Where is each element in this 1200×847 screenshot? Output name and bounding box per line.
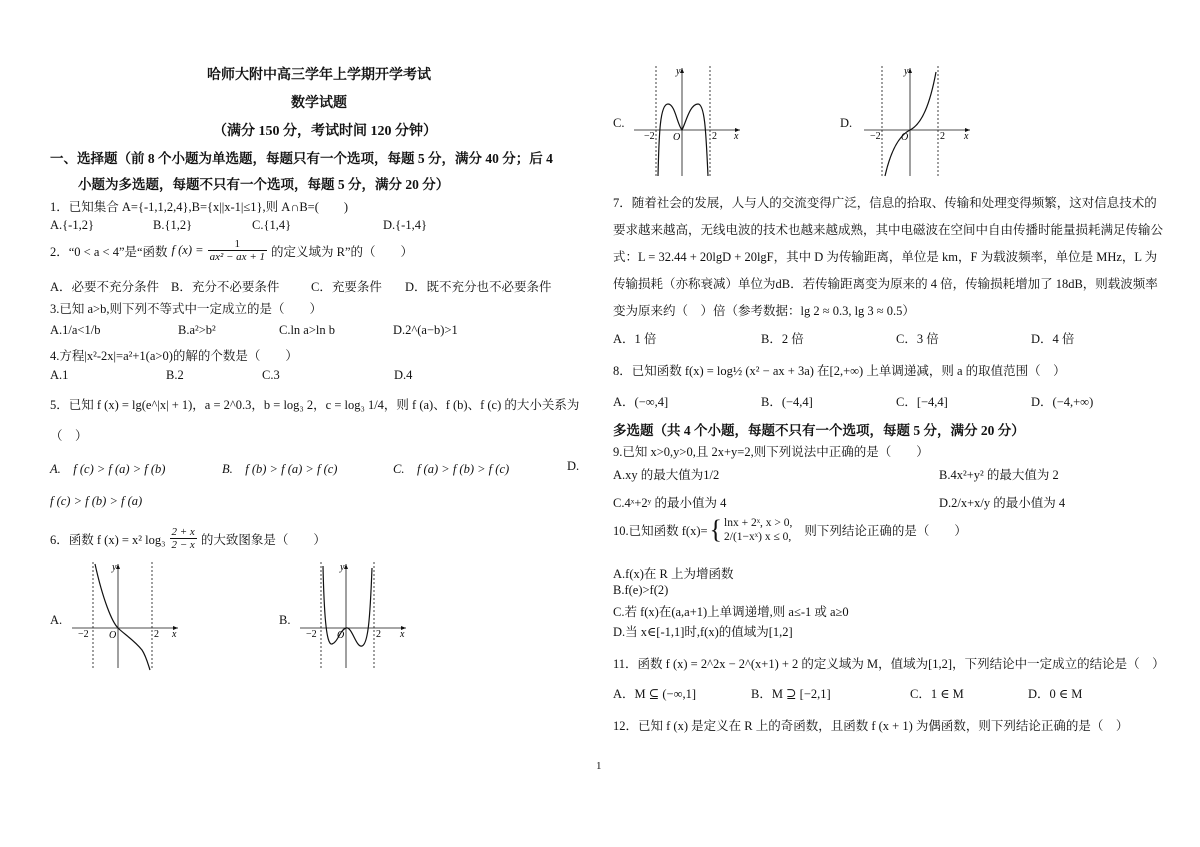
q9-opt-a: A.xy 的最大值为1/2	[613, 468, 720, 482]
q2-opt-c: C．充要条件	[311, 280, 382, 294]
q10-cases	[724, 516, 792, 544]
q2-opt-a: A．必要不充分条件	[50, 280, 160, 294]
q7-line2: 要求越来越高，无线电波的技术也越来越成熟，其中电磁波在空间中自由传播时能量损耗满足传输公	[613, 223, 1164, 237]
exam-info: （满分 150 分，考试时间 120 分钟）	[213, 124, 437, 139]
q6d-origin: O	[901, 132, 909, 143]
q9-opt-c: C.4ˣ+2ʸ 的最小值为 4	[613, 496, 727, 510]
section2-heading: 多选题（共 4 个小题，每题不只有一个选项，每题 5 分，满分 20 分）	[613, 423, 1025, 438]
q6-frac-num: 2 + x	[171, 526, 195, 538]
q2-opt-b: B．充分不必要条件	[171, 280, 280, 294]
q11-opt-d: D．0 ∈ M	[1028, 687, 1083, 701]
q6-label-d: D.	[840, 116, 853, 130]
q10-pre: 10.已知函数 f(x)=	[613, 524, 708, 538]
q10-opt-d: D.当 x∈[-1,1]时,f(x)的值域为[1,2]	[613, 625, 793, 639]
q6d-pos2: 2	[940, 131, 945, 142]
q4-stem: 4.方程|x²-2x|=a²+1(a>0)的解的个数是（ ）	[50, 349, 298, 363]
q6a-origin: O	[109, 630, 117, 641]
q3-stem: 3.已知 a>b,则下列不等式中一定成立的是（ ）	[50, 302, 322, 316]
q5-opt-d: D.	[567, 459, 580, 473]
q3-opt-d: D.2^(a−b)>1	[393, 323, 458, 337]
q8-opt-d: D．(−4,+∞)	[1031, 395, 1094, 409]
q6b-pos2: 2	[376, 629, 381, 640]
q9-opt-b: B.4x²+y² 的最大值为 2	[939, 468, 1059, 482]
q10-post: 则下列结论正确的是（ ）	[804, 524, 967, 538]
q6-post: 的大致图象是（ ）	[200, 532, 326, 547]
q1-opt-b: B.{1,2}	[153, 218, 193, 232]
q6d-axis-y: y	[904, 66, 909, 77]
q9-stem: 9.已知 x>0,y>0,且 2x+y=2,则下列说法中正确的是（ ）	[613, 445, 929, 459]
q6-stem	[50, 526, 326, 551]
q6b-neg2: −2	[306, 629, 317, 640]
q10-case2: 2/(1−xˣ) x ≤ 0,	[724, 531, 792, 543]
q10-opt-b: B.f(e)>f(2)	[613, 583, 669, 597]
q6a-axis-y: y	[112, 562, 117, 573]
q3-opt-b: B.a²>b²	[178, 323, 216, 337]
q4-opt-a: A.1	[50, 368, 69, 382]
q6c-axis-x: x	[734, 131, 739, 142]
q2-fx: f (x) =	[171, 243, 204, 257]
q7-opt-a: A．1 倍	[613, 332, 657, 346]
q6c-origin: O	[673, 132, 681, 143]
q5-stem: 5．已知 f (x) = lg(e^|x| + 1)，a = 2^0.3，b = log₃ 2，c = log₃ 1/4，则 f (a)、f (b)、f (c) 的大小关系为	[50, 398, 580, 412]
q6-label-b: B.	[279, 613, 291, 627]
q10-brace-icon: {	[709, 515, 723, 544]
q4-opt-b: B.2	[166, 368, 184, 382]
q10-stem	[613, 516, 967, 544]
q11-opt-a: A．M ⊆ (−∞,1]	[613, 687, 697, 701]
q11-stem: 11．函数 f (x) = 2^2x − 2^(x+1) + 2 的定义域为 M，值域为[1,2]，下列结论中一定成立的结论是（ ）	[613, 657, 1165, 671]
q2-frac-den: ax² − ax + 1	[209, 251, 265, 263]
q12-stem: 12．已知 f (x) 是定义在 R 上的奇函数，且函数 f (x + 1) 为偶函数，则下列结论正确的是（ ）	[613, 719, 1129, 733]
section1-heading-line2: 小题为多选题，每题不只有一个选项，每题 5 分，满分 20 分）	[78, 177, 450, 192]
q1-opt-c: C.{1,4}	[252, 218, 292, 232]
q5-paren: （ ）	[50, 429, 88, 443]
exam-title: 哈师大附中高三学年上学期开学考试	[207, 68, 431, 83]
q6b-axis-y: y	[340, 562, 345, 573]
q7-line4: 传输损耗（亦称衰减）单位为dB．若传输距离变为原来的 4 倍，传输损耗增加了 18dB，则载波频率	[613, 277, 1158, 291]
q4-opt-c: C.3	[262, 368, 280, 382]
q11-opt-c: C．1 ∈ M	[910, 687, 964, 701]
q6-graph-a	[68, 560, 183, 672]
q6a-pos2: 2	[154, 629, 159, 640]
q5-opt-a: A. f (c) > f (a) > f (b)	[50, 462, 166, 476]
q6d-neg2: −2	[870, 131, 881, 142]
q6c-neg2: −2	[644, 131, 655, 142]
q7-opt-b: B．2 倍	[761, 332, 804, 346]
q6a-neg2: −2	[78, 629, 89, 640]
q2-fraction	[208, 238, 267, 263]
q6b-origin: O	[337, 630, 345, 641]
q6-label-a: A.	[50, 613, 63, 627]
q6b-axis-x: x	[400, 629, 405, 640]
q10-case1: lnx + 2ˣ, x > 0,	[724, 517, 793, 529]
q6-label-c: C.	[613, 116, 625, 130]
q5-opt-b: B. f (b) > f (a) > f (c)	[222, 462, 338, 476]
q6a-axis-x: x	[172, 629, 177, 640]
q6-graph-c	[630, 64, 745, 179]
q2-post: 的定义域为 R”的（ ）	[271, 244, 414, 259]
q2-stem	[50, 238, 413, 263]
q2-frac-num: 1	[208, 238, 267, 251]
q7-line5: 变为原来约（ ）倍（参考数据：lg 2 ≈ 0.3, lg 3 ≈ 0.5）	[613, 304, 915, 318]
q2-pre: 2．“0 < a < 4”是“函数	[50, 244, 168, 259]
q2-opt-d: D．既不充分也不必要条件	[405, 280, 552, 294]
q7-opt-c: C．3 倍	[896, 332, 939, 346]
q8-opt-c: C．[−4,4]	[896, 395, 948, 409]
q11-opt-b: B．M ⊇ [−2,1]	[751, 687, 831, 701]
section1-heading-line1: 一、选择题（前 8 个小题为单选题，每题只有一个选项，每题 5 分，满分 40 分；后 4	[50, 151, 553, 166]
q1-stem: 1．已知集合 A={-1,1,2,4},B={x||x-1|≤1},则 A∩B=( )	[50, 200, 349, 214]
q10-opt-a: A.f(x)在 R 上为增函数	[613, 567, 734, 581]
q8-opt-a: A．(−∞,4]	[613, 395, 669, 409]
q1-opt-d: D.{-1,4}	[383, 218, 427, 232]
q3-opt-c: C.ln a>ln b	[279, 323, 336, 337]
q6-pre: 6．函数 f (x) = x² log₃	[50, 532, 166, 547]
q6-graph-b	[296, 560, 411, 672]
q7-line3: 式：L = 32.44 + 20lgD + 20lgF，其中 D 为传输距离，单位是 km，F 为载波频率，单位是 MHz，L 为	[613, 250, 1158, 264]
q6d-axis-x: x	[964, 131, 969, 142]
q6-fraction	[170, 526, 197, 551]
q5-opt-c: C. f (a) > f (b) > f (c)	[393, 462, 510, 476]
q6-graph-d	[860, 64, 975, 179]
page-number: 1	[596, 760, 602, 772]
q1-opt-a: A.{-1,2}	[50, 218, 94, 232]
q7-opt-d: D．4 倍	[1031, 332, 1075, 346]
q8-opt-b: B．(−4,4]	[761, 395, 813, 409]
q7-line1: 7．随着社会的发展，人与人的交流变得广泛，信息的拾取、传输和处理变得频繁，这对信息技术的	[613, 196, 1157, 210]
q6c-pos2: 2	[712, 131, 717, 142]
q3-opt-a: A.1/a<1/b	[50, 323, 101, 337]
q6c-axis-y: y	[676, 66, 681, 77]
exam-subject: 数学试题	[291, 96, 347, 111]
q8-stem: 8．已知函数 f(x) = log½ (x² − ax + 3a) 在[2,+∞) 上单调递减，则 a 的取值范围（ ）	[613, 364, 1066, 378]
q4-opt-d: D.4	[394, 368, 413, 382]
q10-opt-c: C.若 f(x)在(a,a+1)上单调递增,则 a≤-1 或 a≥0	[613, 605, 849, 619]
q5-opt-d-cont: f (c) > f (b) > f (a)	[50, 494, 143, 508]
q6-frac-den: 2 − x	[171, 539, 195, 551]
q9-opt-d: D.2/x+x/y 的最小值为 4	[939, 496, 1066, 510]
